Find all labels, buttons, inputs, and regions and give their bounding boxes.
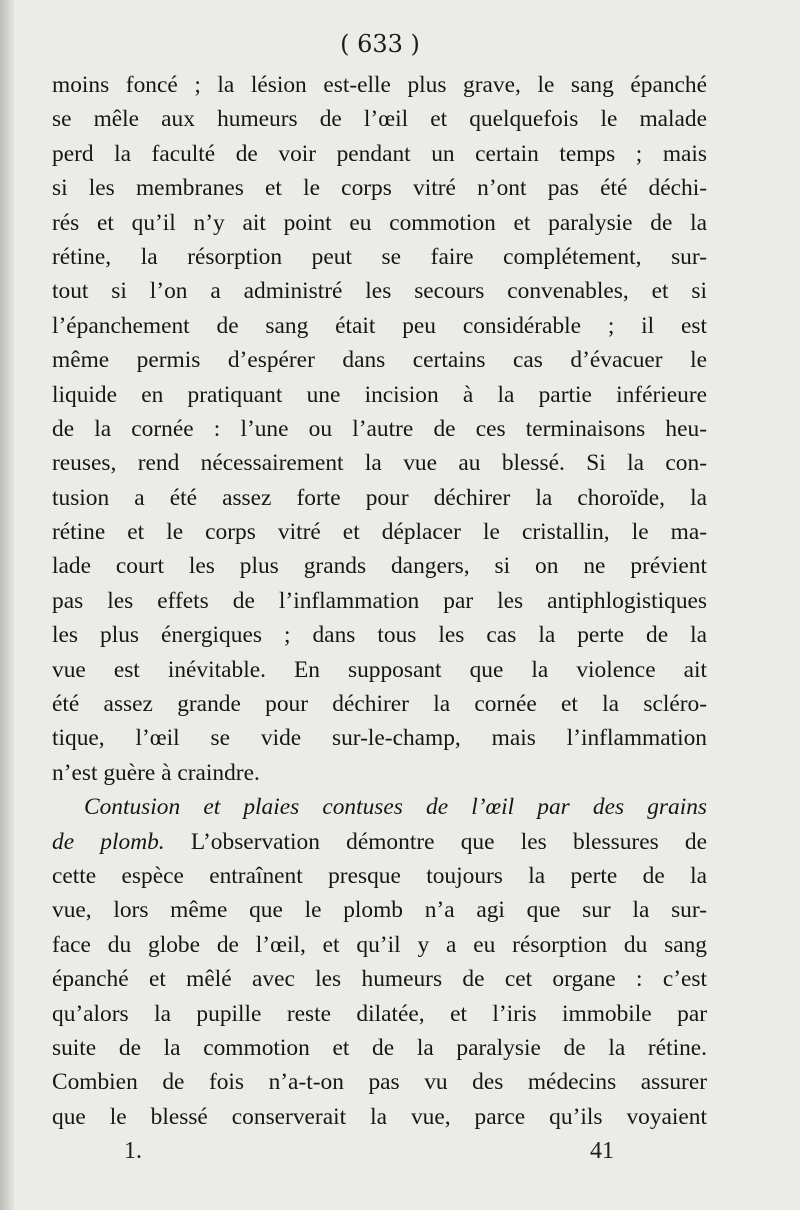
text-line — [52, 825, 707, 859]
text-line: rés et qu’il n’y ait point eu commotion et paralysie de la — [52, 209, 707, 236]
signature-mark-volume: 1. — [124, 1138, 142, 1164]
page-binding-edge — [0, 0, 14, 1210]
text-line: l’épanchement de sang était peu considérable ; il est — [52, 312, 707, 339]
section-heading-continued: de plomb. — [52, 828, 165, 855]
text-line: été assez grande pour déchirer la cornée et la scléro- — [52, 691, 707, 718]
text-line: se mêle aux humeurs de l’œil et quelquefois le malade — [52, 106, 707, 133]
text-line: cette espèce entraînent presque toujours la perte de la — [52, 862, 707, 889]
text-line: de la cornée : l’une ou l’autre de ces terminaisons heu- — [52, 415, 707, 442]
text-line: face du globe de l’œil, et qu’il y a eu résorption du sang — [52, 931, 707, 958]
text-line: tout si l’on a administré les secours convenables, et si — [52, 278, 707, 305]
text-line: si les membranes et le corps vitré n’ont pas été déchi- — [52, 175, 707, 202]
section-heading: Contusion et plaies contuses de l’œil par des grains — [84, 794, 707, 821]
text-line: n’est guère à craindre. — [52, 759, 260, 786]
paragraph — [52, 790, 707, 1134]
text-line: moins foncé ; la lésion est-elle plus grave, le sang épanché — [52, 72, 707, 98]
text-line: liquide en pratiquant une incision à la partie inférieure — [52, 381, 707, 408]
text-line: vue est inévitable. En supposant que la violence ait — [52, 656, 707, 683]
text-line: suite de la commotion et de la paralysie de la rétine. — [52, 1034, 707, 1061]
text-line: vue, lors même que le plomb n’a agi que sur la sur- — [52, 897, 707, 924]
text-line-rest: L’observation démontre que les blessures de — [164, 828, 707, 855]
text-line: rétine, la résorption peut se faire complétement, sur- — [52, 243, 707, 270]
paragraph — [52, 68, 707, 790]
text-line: tique, l’œil se vide sur-le-champ, mais l’inflammation — [52, 725, 707, 752]
text-line: rétine et le corps vitré et déplacer le cristallin, le ma- — [52, 519, 707, 546]
text-line: reuses, rend nécessairement la vue au blessé. Si la con- — [52, 450, 707, 477]
text-line: les plus énergiques ; dans tous les cas la perte de la — [52, 622, 707, 649]
page-number: ( 633 ) — [340, 30, 420, 58]
text-line: que le blessé conserverait la vue, parce qu’ils voyaient — [52, 1103, 707, 1130]
text-line: lade court les plus grands dangers, si on ne prévient — [52, 553, 707, 580]
text-line: pas les effets de l’inflammation par les antiphlogistiques — [52, 587, 707, 614]
signature-mark-gathering: 41 — [590, 1138, 614, 1164]
text-line: Combien de fois n’a-t-on pas vu des médecins assurer — [52, 1069, 707, 1096]
text-line: même permis d’espérer dans certains cas d’évacuer le — [52, 347, 707, 374]
text-line: tusion a été assez forte pour déchirer la choroïde, la — [52, 484, 707, 511]
text-line: épanché et mêlé avec les humeurs de cet organe : c’est — [52, 966, 707, 993]
text-line: qu’alors la pupille reste dilatée, et l’iris immobile par — [52, 1000, 707, 1027]
body-text — [52, 68, 707, 1134]
page-footer — [0, 1138, 800, 1178]
text-line: perd la faculté de voir pendant un certain temps ; mais — [52, 140, 707, 167]
